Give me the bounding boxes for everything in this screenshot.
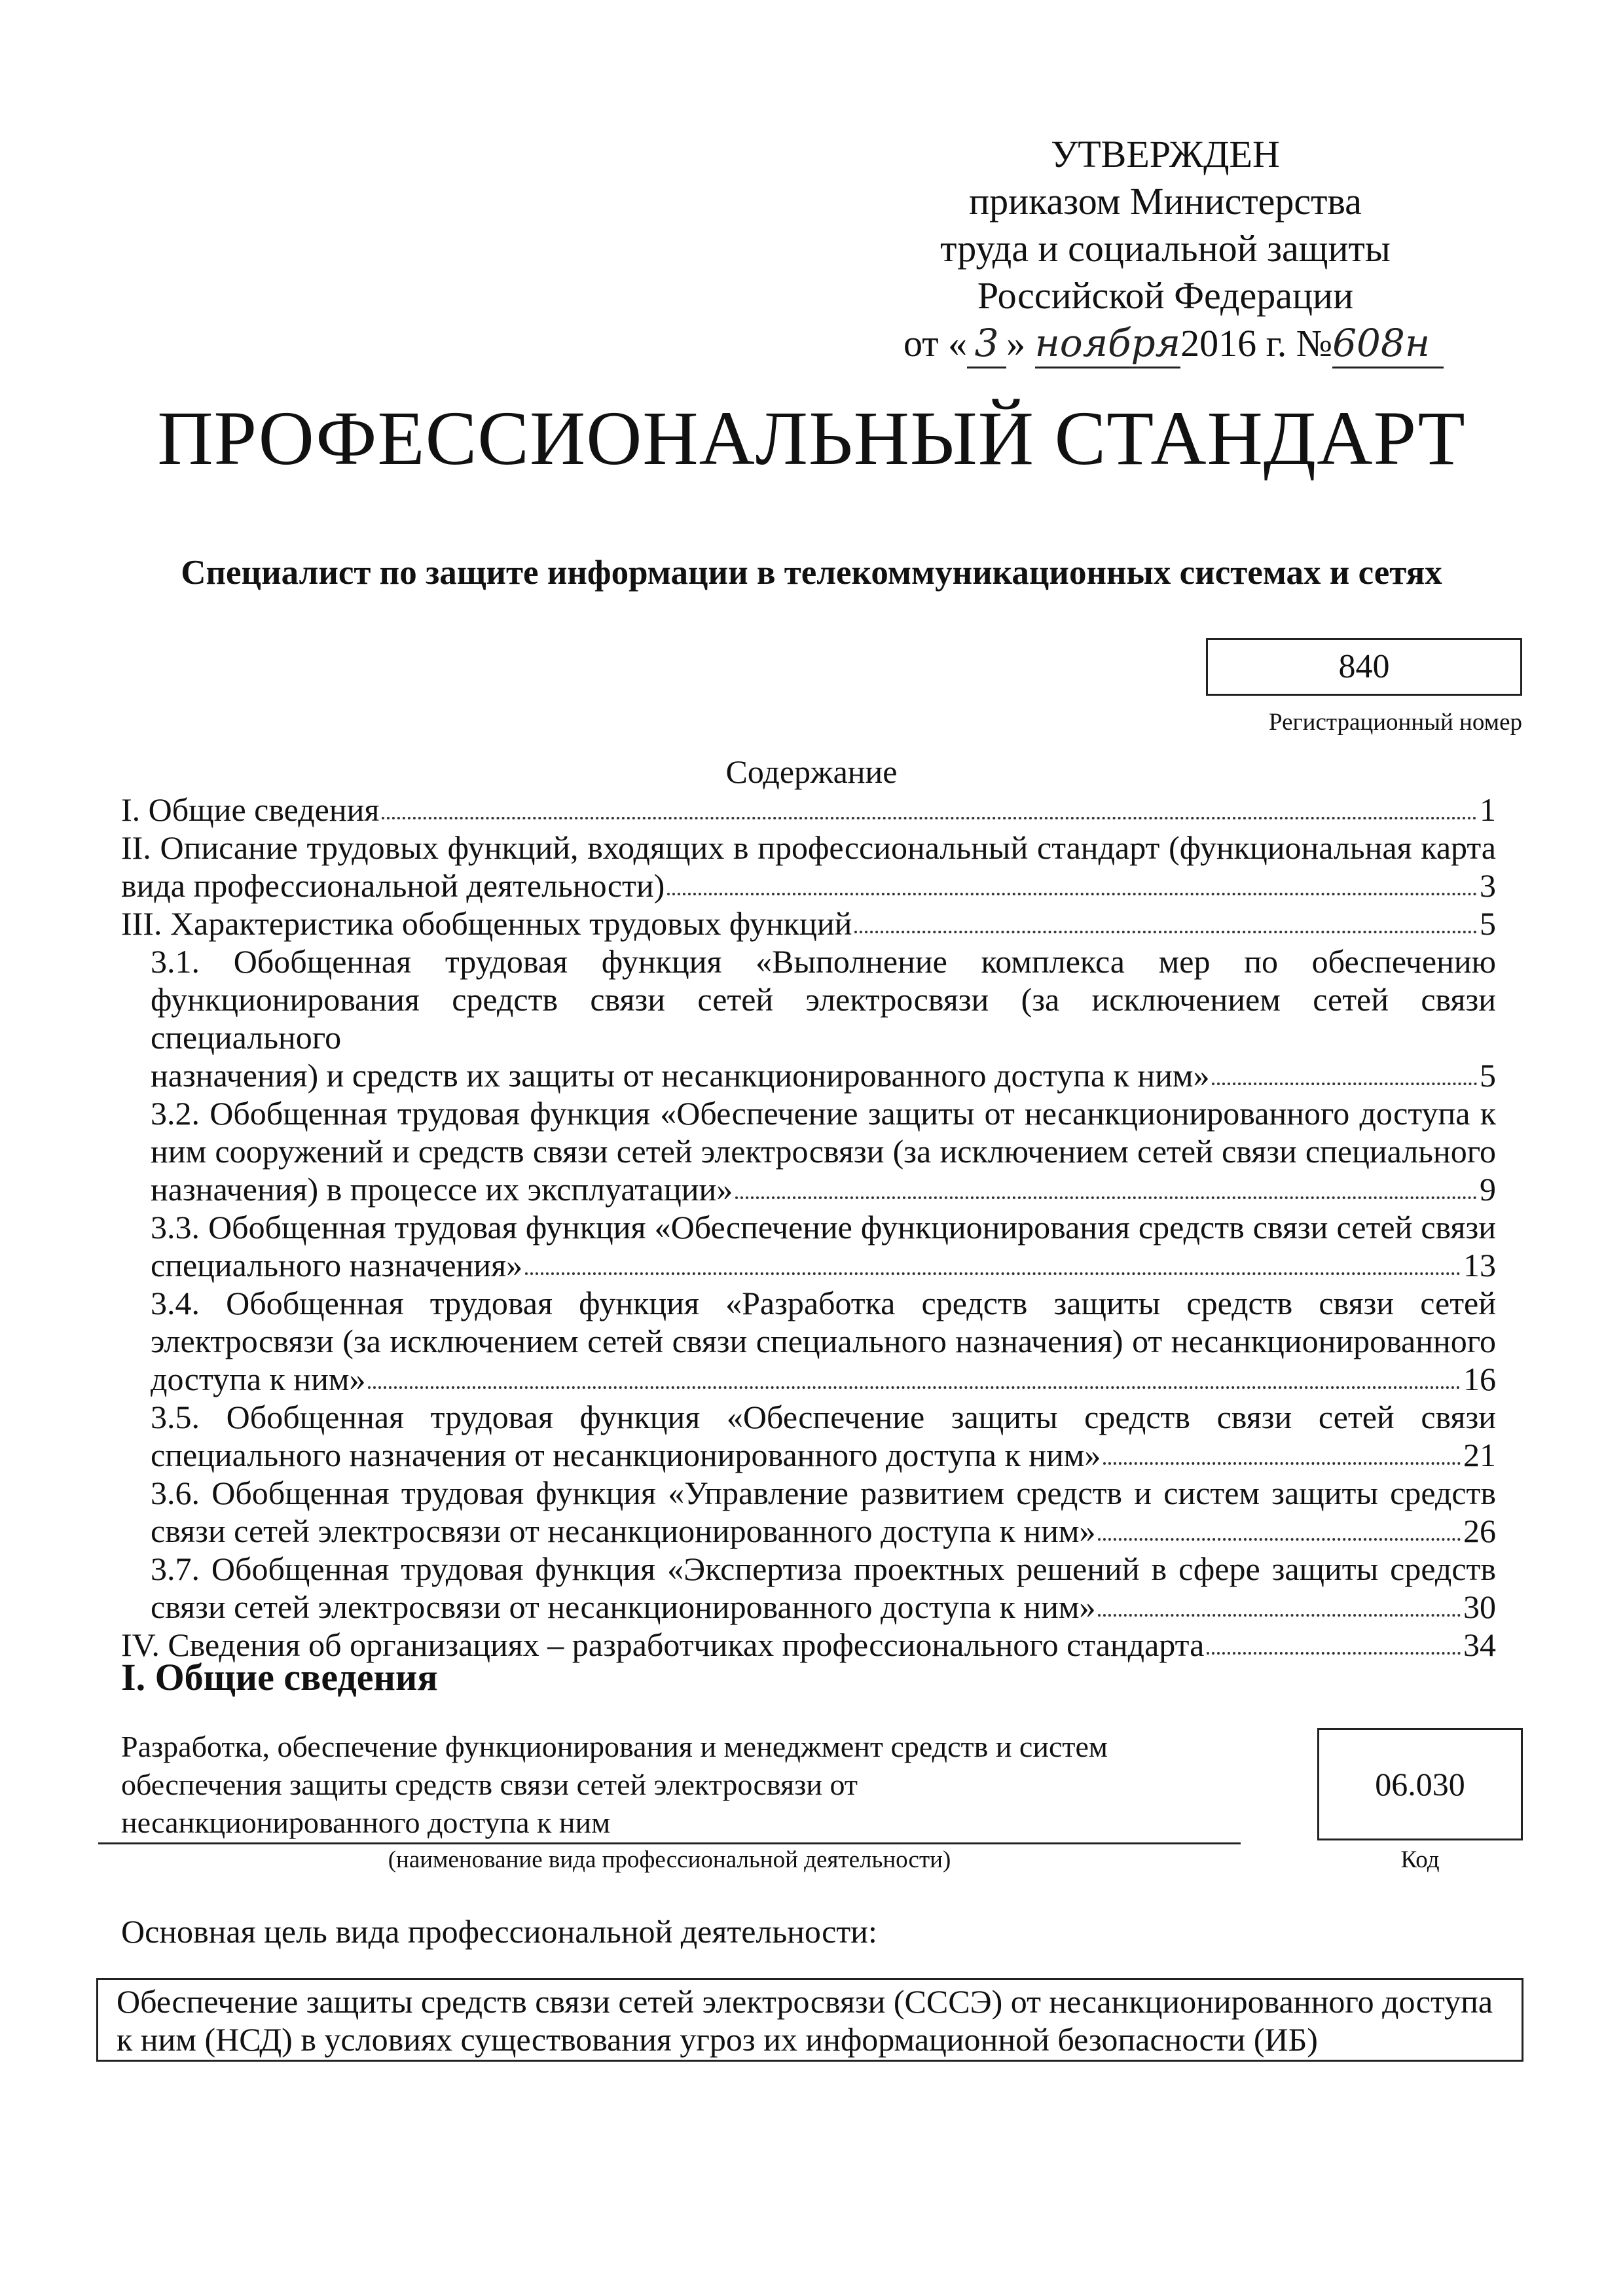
approval-order-line bbox=[903, 319, 1558, 368]
toc-leader bbox=[1212, 1083, 1477, 1085]
toc-entry-text: II. Описание трудовых функций, входящих в профессиональный стандарт (функциональная карта bbox=[121, 829, 1496, 866]
toc-page: 3 bbox=[1480, 867, 1496, 904]
toc-leader bbox=[854, 931, 1477, 933]
toc-entry[interactable] bbox=[121, 791, 1496, 829]
toc-page: 13 bbox=[1463, 1247, 1496, 1283]
toc-entry-text: специального назначения» bbox=[151, 1247, 523, 1283]
toc-leader bbox=[368, 1386, 1461, 1389]
toc-entry[interactable] bbox=[121, 905, 1496, 942]
toc-entry-text: назначения) и средств их защиты от несанкционированного доступа к ним» bbox=[151, 1057, 1210, 1094]
section-heading: I. Общие сведения bbox=[121, 1656, 438, 1698]
toc-leader bbox=[667, 893, 1477, 895]
activity-code-box: 06.030 bbox=[1317, 1728, 1523, 1840]
activity-code-label: Код bbox=[1400, 1846, 1440, 1873]
approval-heading: УТВЕРЖДЕН bbox=[1051, 133, 1280, 175]
toc-entry-text: 3.2. Обобщенная трудовая функция «Обеспечение защиты от несанкционированного доступа к bbox=[151, 1095, 1496, 1132]
toc-entry-text: функционирования средств связи сетей электросвязи (за исключением сетей связи специального bbox=[151, 981, 1496, 1056]
toc-entry-text: 3.6. Обобщенная трудовая функция «Управление развитием средств и систем защиты средств bbox=[151, 1475, 1496, 1511]
toc-page: 9 bbox=[1480, 1171, 1496, 1208]
approval-line: Российской Федерации bbox=[977, 274, 1354, 317]
toc-leader bbox=[525, 1272, 1461, 1275]
toc-entry-text: вида профессиональной деятельности) bbox=[121, 867, 665, 904]
toc-page: 5 bbox=[1480, 1057, 1496, 1094]
toc-entry-text: IV. Сведения об организациях – разработчиках профессионального стандарта bbox=[121, 1626, 1205, 1663]
toc-page: 21 bbox=[1463, 1437, 1496, 1473]
toc-page: 30 bbox=[1463, 1588, 1496, 1625]
activity-line: несанкционированного доступа к ним bbox=[121, 1806, 611, 1839]
goal-label: Основная цель вида профессиональной деятельности: bbox=[121, 1913, 877, 1950]
registration-number-label: Регистрационный номер bbox=[1268, 709, 1522, 736]
toc-entry-text: назначения) в процессе их эксплуатации» bbox=[151, 1171, 733, 1208]
toc-entry[interactable] bbox=[121, 829, 1496, 905]
goal-line: к ним (НСД) в условиях существования угроз их информационной безопасности (ИБ) bbox=[117, 2021, 1318, 2058]
toc-page: 34 bbox=[1463, 1626, 1496, 1663]
toc-entry-text: связи сетей электросвязи от несанкционированного доступа к ним» bbox=[151, 1588, 1096, 1625]
toc-entry-text: 3.5. Обобщенная трудовая функция «Обеспечение защиты средств связи сетей связи bbox=[151, 1399, 1496, 1435]
activity-line: обеспечения защиты средств связи сетей электросвязи от bbox=[121, 1768, 858, 1801]
toc-entry-text: III. Характеристика обобщенных трудовых функций bbox=[121, 905, 852, 942]
toc-page: 5 bbox=[1480, 905, 1496, 942]
toc-title: Содержание bbox=[725, 753, 898, 790]
toc-entry[interactable] bbox=[121, 942, 1496, 1094]
toc-entry-text: специального назначения от несанкционированного доступа к ним» bbox=[151, 1437, 1101, 1473]
order-mid: » bbox=[1006, 322, 1026, 365]
toc-leader bbox=[735, 1196, 1477, 1199]
toc-entry-text: 3.4. Обобщенная трудовая функция «Разработка средств защиты средств связи сетей bbox=[151, 1285, 1496, 1321]
toc-entry[interactable] bbox=[121, 1550, 1496, 1626]
toc-entry[interactable] bbox=[121, 1208, 1496, 1284]
order-prefix: от « bbox=[903, 322, 968, 365]
toc-leader bbox=[1207, 1652, 1461, 1655]
toc-entry-text: 3.3. Обобщенная трудовая функция «Обеспечение функционирования средств связи сетей связи bbox=[151, 1209, 1496, 1246]
toc-leader bbox=[1098, 1614, 1461, 1617]
toc-entry[interactable] bbox=[121, 1474, 1496, 1550]
toc-entry-text: ним сооружений и средств связи сетей электросвязи (за исключением сетей связи специального bbox=[151, 1133, 1496, 1170]
toc-page: 26 bbox=[1463, 1513, 1496, 1549]
toc-page: 1 bbox=[1480, 791, 1496, 828]
activity-line: Разработка, обеспечение функционирования и менеджмент средств и систем bbox=[121, 1730, 1108, 1763]
order-month: ноября bbox=[1035, 319, 1180, 368]
toc-entry-text: 3.7. Обобщенная трудовая функция «Экспертиза проектных решений в сфере защиты средств bbox=[151, 1551, 1496, 1587]
toc-leader bbox=[382, 817, 1477, 819]
goal-line: Обеспечение защиты средств связи сетей электросвязи (СССЭ) от несанкционированного доступа bbox=[117, 1983, 1493, 2020]
order-number: 608н bbox=[1332, 319, 1444, 368]
toc-leader bbox=[1098, 1538, 1461, 1541]
order-year: 2016 г. № bbox=[1180, 322, 1333, 365]
toc-entry[interactable] bbox=[121, 1094, 1496, 1208]
toc-page: 16 bbox=[1463, 1361, 1496, 1397]
activity-underline bbox=[98, 1842, 1241, 1844]
toc-entry[interactable] bbox=[121, 1284, 1496, 1398]
toc-entry[interactable] bbox=[121, 1398, 1496, 1474]
activity-caption: (наименование вида профессиональной деятельности) bbox=[388, 1846, 951, 1873]
page-subtitle: Специалист по защите информации в телекоммуникационных системах и сетях bbox=[181, 554, 1442, 592]
approval-block bbox=[903, 131, 1558, 368]
toc-leader bbox=[1103, 1462, 1461, 1465]
toc-entry-text: I. Общие сведения bbox=[121, 791, 380, 828]
registration-number-box: 840 bbox=[1206, 638, 1522, 696]
toc-entry-text: связи сетей электросвязи от несанкционированного доступа к ним» bbox=[151, 1513, 1096, 1549]
toc-entry-text: доступа к ним» bbox=[151, 1361, 366, 1397]
table-of-contents bbox=[121, 791, 1496, 1664]
page-title: ПРОФЕССИОНАЛЬНЫЙ СТАНДАРТ bbox=[157, 395, 1466, 481]
toc-entry-text: 3.1. Обобщенная трудовая функция «Выполнение комплекса мер по обеспечению bbox=[151, 943, 1496, 980]
order-day: 3 bbox=[967, 319, 1006, 368]
activity-name bbox=[121, 1728, 1234, 1842]
toc-entry-text: электросвязи (за исключением сетей связи специального назначения) от несанкционированного bbox=[151, 1323, 1496, 1359]
approval-line: труда и социальной защиты bbox=[940, 227, 1391, 270]
goal-box bbox=[96, 1978, 1523, 2062]
approval-line: приказом Министерства bbox=[969, 180, 1362, 223]
